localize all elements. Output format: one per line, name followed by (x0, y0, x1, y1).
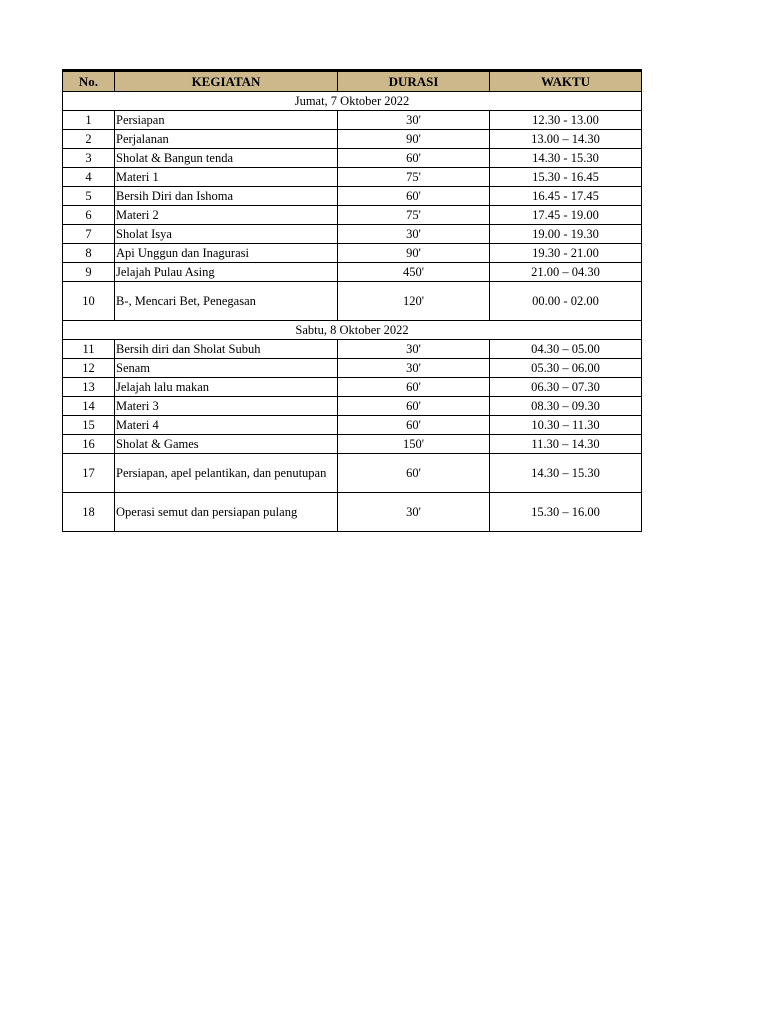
row-duration: 30' (338, 225, 490, 244)
row-time: 14.30 - 15.30 (490, 149, 642, 168)
row-number: 11 (63, 340, 115, 359)
row-duration: 60' (338, 378, 490, 397)
row-activity: Bersih diri dan Sholat Subuh (115, 340, 338, 359)
row-duration: 30' (338, 111, 490, 130)
table-row (63, 130, 642, 149)
row-number: 15 (63, 416, 115, 435)
row-number: 8 (63, 244, 115, 263)
row-number: 9 (63, 263, 115, 282)
header-no: No. (63, 71, 115, 92)
day-label: Jumat, 7 Oktober 2022 (63, 92, 642, 111)
row-time: 11.30 – 14.30 (490, 435, 642, 454)
row-time: 12.30 - 13.00 (490, 111, 642, 130)
row-activity: Bersih Diri dan Ishoma (115, 187, 338, 206)
table-row (63, 454, 642, 493)
row-duration: 60' (338, 149, 490, 168)
table-row (63, 111, 642, 130)
day-label: Sabtu, 8 Oktober 2022 (63, 321, 642, 340)
row-time: 08.30 – 09.30 (490, 397, 642, 416)
table-row (63, 244, 642, 263)
row-duration: 60' (338, 397, 490, 416)
row-time: 15.30 - 16.45 (490, 168, 642, 187)
row-activity: Jelajah lalu makan (115, 378, 338, 397)
row-activity: Materi 4 (115, 416, 338, 435)
header-waktu: WAKTU (490, 71, 642, 92)
row-activity: Sholat Isya (115, 225, 338, 244)
row-number: 10 (63, 282, 115, 321)
row-number: 1 (63, 111, 115, 130)
row-number: 2 (63, 130, 115, 149)
row-activity: Api Unggun dan Inagurasi (115, 244, 338, 263)
row-number: 17 (63, 454, 115, 493)
row-number: 7 (63, 225, 115, 244)
row-activity: Materi 2 (115, 206, 338, 225)
row-time: 19.30 - 21.00 (490, 244, 642, 263)
row-time: 13.00 – 14.30 (490, 130, 642, 149)
table-row (63, 416, 642, 435)
table-row (63, 206, 642, 225)
row-time: 17.45 - 19.00 (490, 206, 642, 225)
row-number: 4 (63, 168, 115, 187)
row-activity: Materi 3 (115, 397, 338, 416)
row-duration: 90' (338, 244, 490, 263)
row-time: 16.45 - 17.45 (490, 187, 642, 206)
row-number: 12 (63, 359, 115, 378)
table-row (63, 359, 642, 378)
row-activity: Materi 1 (115, 168, 338, 187)
row-number: 18 (63, 493, 115, 532)
row-time: 00.00 - 02.00 (490, 282, 642, 321)
table-row (63, 168, 642, 187)
row-number: 3 (63, 149, 115, 168)
row-activity: B-, Mencari Bet, Penegasan (115, 282, 338, 321)
row-activity: Senam (115, 359, 338, 378)
row-time: 15.30 – 16.00 (490, 493, 642, 532)
table-row (63, 225, 642, 244)
row-time: 05.30 – 06.00 (490, 359, 642, 378)
row-duration: 75' (338, 168, 490, 187)
row-number: 16 (63, 435, 115, 454)
row-number: 6 (63, 206, 115, 225)
row-activity: Jelajah Pulau Asing (115, 263, 338, 282)
row-duration: 60' (338, 454, 490, 493)
table-row (63, 378, 642, 397)
row-duration: 120' (338, 282, 490, 321)
row-number: 13 (63, 378, 115, 397)
table-row (63, 435, 642, 454)
row-number: 5 (63, 187, 115, 206)
row-time: 10.30 – 11.30 (490, 416, 642, 435)
row-duration: 150' (338, 435, 490, 454)
row-time: 14.30 – 15.30 (490, 454, 642, 493)
table-row (63, 493, 642, 532)
row-duration: 90' (338, 130, 490, 149)
row-activity: Sholat & Games (115, 435, 338, 454)
row-time: 19.00 - 19.30 (490, 225, 642, 244)
row-time: 06.30 – 07.30 (490, 378, 642, 397)
row-activity: Sholat & Bangun tenda (115, 149, 338, 168)
day-row (63, 321, 642, 340)
header-row (63, 71, 642, 92)
row-duration: 75' (338, 206, 490, 225)
row-duration: 30' (338, 340, 490, 359)
day-row (63, 92, 642, 111)
row-duration: 30' (338, 359, 490, 378)
table-row (63, 282, 642, 321)
row-activity: Persiapan, apel pelantikan, dan penutupan (115, 454, 338, 493)
row-activity: Perjalanan (115, 130, 338, 149)
row-duration: 450' (338, 263, 490, 282)
row-time: 04.30 – 05.00 (490, 340, 642, 359)
row-activity: Persiapan (115, 111, 338, 130)
table-row (63, 340, 642, 359)
row-duration: 60' (338, 416, 490, 435)
schedule-table (62, 69, 642, 532)
table-row (63, 397, 642, 416)
table-row (63, 263, 642, 282)
row-duration: 60' (338, 187, 490, 206)
header-kegiatan: KEGIATAN (115, 71, 338, 92)
table-row (63, 187, 642, 206)
row-number: 14 (63, 397, 115, 416)
row-activity: Operasi semut dan persiapan pulang (115, 493, 338, 532)
row-time: 21.00 – 04.30 (490, 263, 642, 282)
header-durasi: DURASI (338, 71, 490, 92)
row-duration: 30' (338, 493, 490, 532)
table-row (63, 149, 642, 168)
